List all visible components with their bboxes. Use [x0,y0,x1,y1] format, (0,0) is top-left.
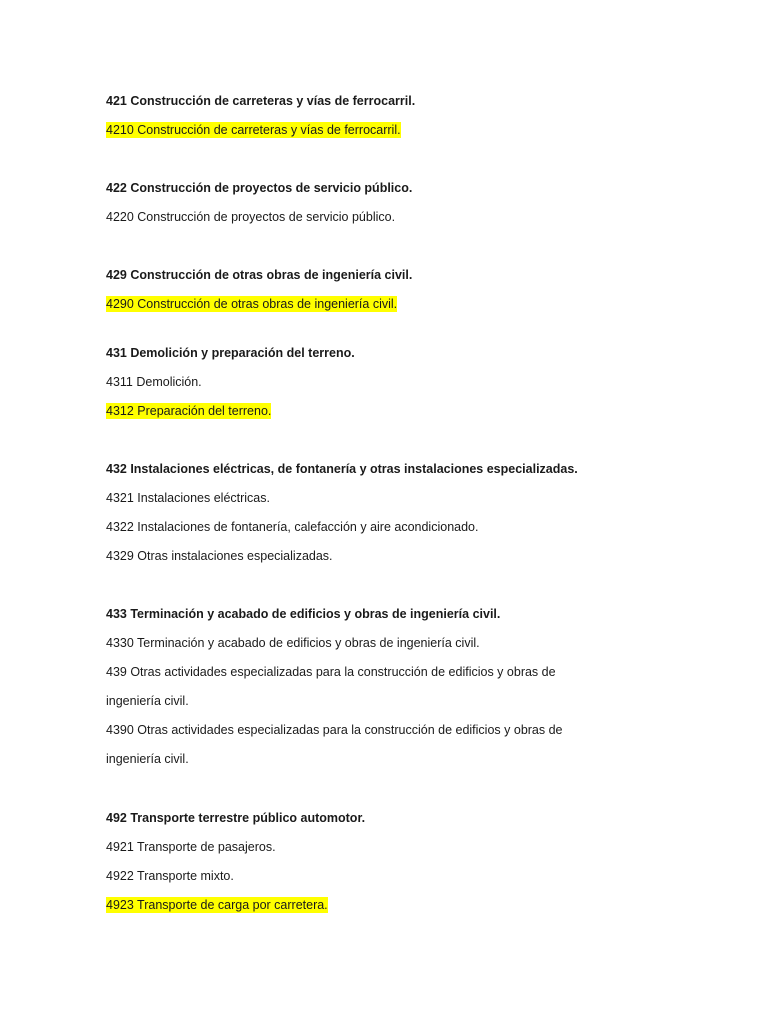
entry: 4922 Transporte mixto. [106,869,234,883]
entry-continuation: ingeniería civil. [106,752,189,766]
entry-continuation: ingeniería civil. [106,694,189,708]
highlighted-entry: 4312 Preparación del terreno. [106,404,272,418]
entry: 4311 Demolición. [106,375,202,389]
entry: 439 Otras actividades especializadas para la construcción de edificios y obras de [106,665,556,679]
section-heading: 492 Transporte terrestre público automotor. [106,811,366,825]
entry: 4329 Otras instalaciones especializadas. [106,549,333,563]
entry: 4390 Otras actividades especializadas para la construcción de edificios y obras de [106,723,563,737]
entry: 4921 Transporte de pasajeros. [106,840,276,854]
section-heading: 431 Demolición y preparación del terreno. [106,346,355,360]
entry: 4330 Terminación y acabado de edificios y obras de ingeniería civil. [106,636,480,650]
entry: 4322 Instalaciones de fontanería, calefacción y aire acondicionado. [106,520,479,534]
highlighted-entry: 4290 Construcción de otras obras de ingeniería civil. [106,297,398,311]
section-heading: 422 Construcción de proyectos de servicio público. [106,181,413,195]
entry: 4220 Construcción de proyectos de servicio público. [106,210,396,224]
section-heading: 432 Instalaciones eléctricas, de fontanería y otras instalaciones especializadas. [106,462,578,476]
entry: 4321 Instalaciones eléctricas. [106,491,270,505]
highlighted-entry: 4210 Construcción de carreteras y vías de ferrocarril. [106,123,401,137]
section-heading: 433 Terminación y acabado de edificios y obras de ingeniería civil. [106,607,501,621]
highlighted-entry: 4923 Transporte de carga por carretera. [106,898,328,912]
section-heading: 421 Construcción de carreteras y vías de ferrocarril. [106,94,416,108]
section-heading: 429 Construcción de otras obras de ingeniería civil. [106,268,413,282]
